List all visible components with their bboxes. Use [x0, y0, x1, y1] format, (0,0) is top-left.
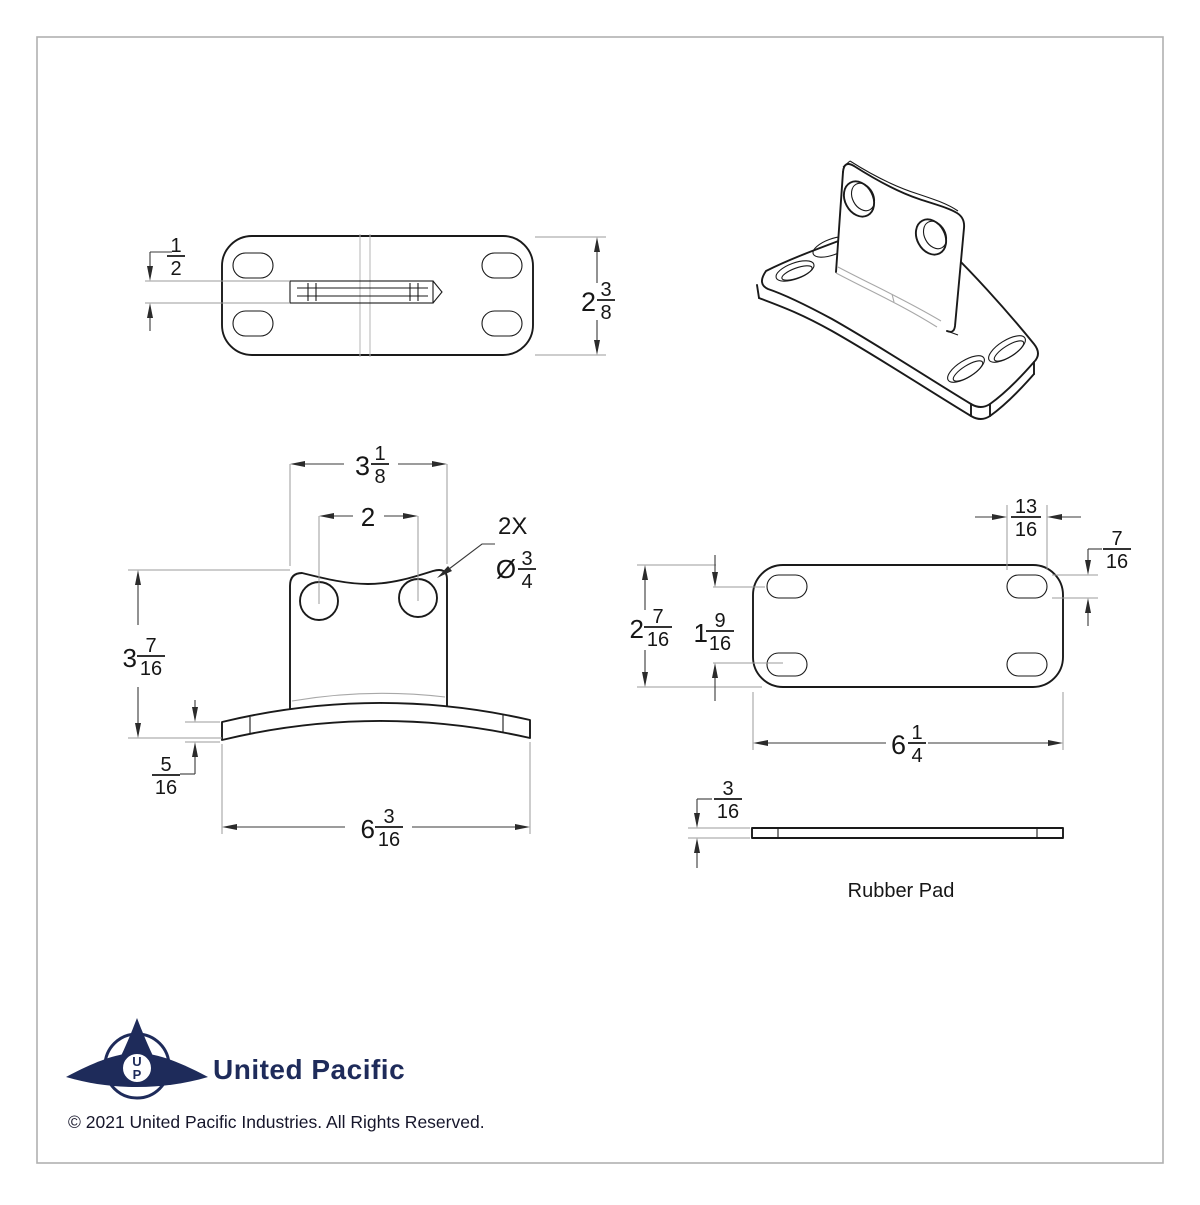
dim-whole: 6	[360, 814, 375, 844]
dim-denominator: 16	[646, 629, 670, 651]
rubber-pad-label: Rubber Pad	[847, 880, 955, 902]
pad-top-view	[630, 496, 1131, 767]
dim-numerator: 7	[652, 606, 664, 628]
dim-denominator: 8	[374, 466, 386, 488]
dim-plate-thickness	[152, 700, 220, 799]
dim-numerator: 9	[714, 610, 726, 632]
brand-name: United Pacific	[213, 1054, 406, 1085]
united-pacific-logo	[66, 1018, 208, 1098]
dim-denominator: 16	[154, 777, 178, 799]
dim-pad-thickness	[688, 778, 750, 868]
dim-plate-height	[535, 237, 615, 355]
dim-denominator: 16	[377, 829, 401, 851]
isometric-view	[757, 161, 1038, 419]
pad-outline	[753, 565, 1063, 687]
dim-whole: 2	[360, 502, 376, 532]
front-tab-outline	[290, 570, 447, 710]
dim-denominator: 16	[708, 633, 732, 655]
dim-denominator: 16	[139, 658, 163, 680]
dim-whole: 2	[580, 287, 596, 317]
dim-numerator: 1	[911, 722, 923, 744]
logo-monogram-u: U	[132, 1054, 142, 1069]
dim-denominator: 16	[716, 801, 740, 823]
dim-denominator: 4	[911, 745, 923, 767]
dim-pad-width	[753, 692, 1063, 767]
dim-numerator: 3	[722, 778, 734, 800]
dim-whole: 3	[122, 643, 137, 673]
dim-denominator: 16	[1014, 519, 1038, 541]
front-base-outline	[222, 703, 530, 740]
dim-numerator: 13	[1014, 496, 1038, 518]
iso-base-edge	[757, 285, 759, 298]
dim-whole: 2	[629, 614, 644, 644]
logo-monogram-p: P	[132, 1067, 142, 1082]
dim-numerator: 1	[170, 235, 182, 257]
hole-note-qty: 2X	[498, 513, 528, 540]
dim-denominator: 16	[1105, 551, 1129, 573]
footer	[66, 1018, 485, 1132]
front-view	[123, 443, 536, 851]
dim-numerator: 3	[521, 548, 533, 570]
dim-denominator: 8	[600, 302, 612, 324]
dim-base-width	[222, 742, 530, 851]
diameter-symbol: Ø	[495, 554, 517, 584]
dim-whole: 3	[354, 451, 370, 481]
dim-whole: 6	[890, 730, 906, 760]
pad-side-outline	[752, 828, 1063, 838]
dim-numerator: 3	[383, 806, 395, 828]
dim-whole: 1	[693, 618, 708, 648]
dim-numerator: 7	[1111, 528, 1123, 550]
dim-denominator: 4	[521, 571, 533, 593]
dim-numerator: 5	[160, 754, 172, 776]
dim-numerator: 1	[374, 443, 386, 465]
dim-numerator: 7	[145, 635, 157, 657]
dim-numerator: 3	[600, 279, 612, 301]
copyright-text: © 2021 United Pacific Industries. All Rights Reserved.	[68, 1112, 485, 1132]
pad-side-view	[688, 778, 1063, 902]
dim-pad-slot-width	[975, 496, 1081, 570]
leader-hole-note	[437, 513, 536, 593]
top-view	[145, 234, 615, 357]
dim-denominator: 2	[170, 258, 182, 280]
